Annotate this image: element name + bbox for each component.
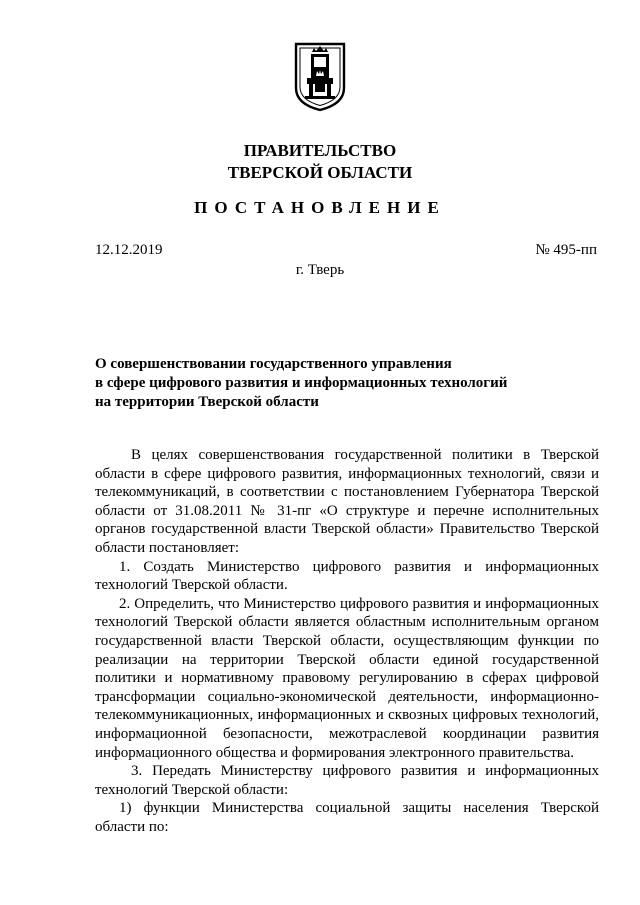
paragraph-subitem-1: 1) функции Министерства социальной защиты населения Тверской области по: xyxy=(95,800,599,835)
subject-line-2: в сфере цифрового развития и информационных технологий xyxy=(95,375,508,391)
org-line-1: ПРАВИТЕЛЬСТВО xyxy=(243,141,397,160)
document-type: ПОСТАНОВЛЕНИЕ xyxy=(194,198,446,217)
document-subject xyxy=(95,355,575,412)
subject-line-1: О совершенствовании государственного управления xyxy=(95,356,452,372)
document-city: г. Тверь xyxy=(295,262,345,278)
paragraph-preamble: В целях совершенствования государственной политики в Тверской области в сфере цифрового развития, информационных технологий, связи и телекоммуникаций, в соответствии с постановлением Губернатора Тверской области от 31.08.2011 № 31-пг «О структуре и перечне исполнительных органов государственной власти Тверской области» Правительство Тверской области постановляет: xyxy=(95,447,599,556)
coat-of-arms-icon xyxy=(294,42,346,112)
paragraph-item-1: 1. Создать Министерство цифрового развития и информационных технологий Тверской области. xyxy=(95,558,599,594)
paragraph-item-2: 2. Определить, что Министерство цифрового развития и информационных технологий Тверской области является областным исполнительным органом государственной власти Тверской области, осуществляющим функции по реализации на территории Тверской области единой государственной политики и нормативному правовому регулированию в сферах цифровой трансформации социально-экономической деятельности, информационно-телекоммуникационных, информационных и сквозных цифровых технологий, информационной безопасности, межотраслевой координации развития информационного общества и формирования электронного правительства. xyxy=(95,595,599,761)
document-date: 12.12.2019 xyxy=(95,242,163,258)
document-number: № 495-пп xyxy=(535,242,597,258)
document-body xyxy=(95,446,599,836)
org-line-2: ТВЕРСКОЙ ОБЛАСТИ xyxy=(227,163,413,182)
subject-line-3: на территории Тверской области xyxy=(95,394,319,410)
paragraph-item-3: 3. Передать Министерству цифрового развития и информационных технологий Тверской области: xyxy=(95,763,599,798)
organization-title xyxy=(0,140,640,184)
